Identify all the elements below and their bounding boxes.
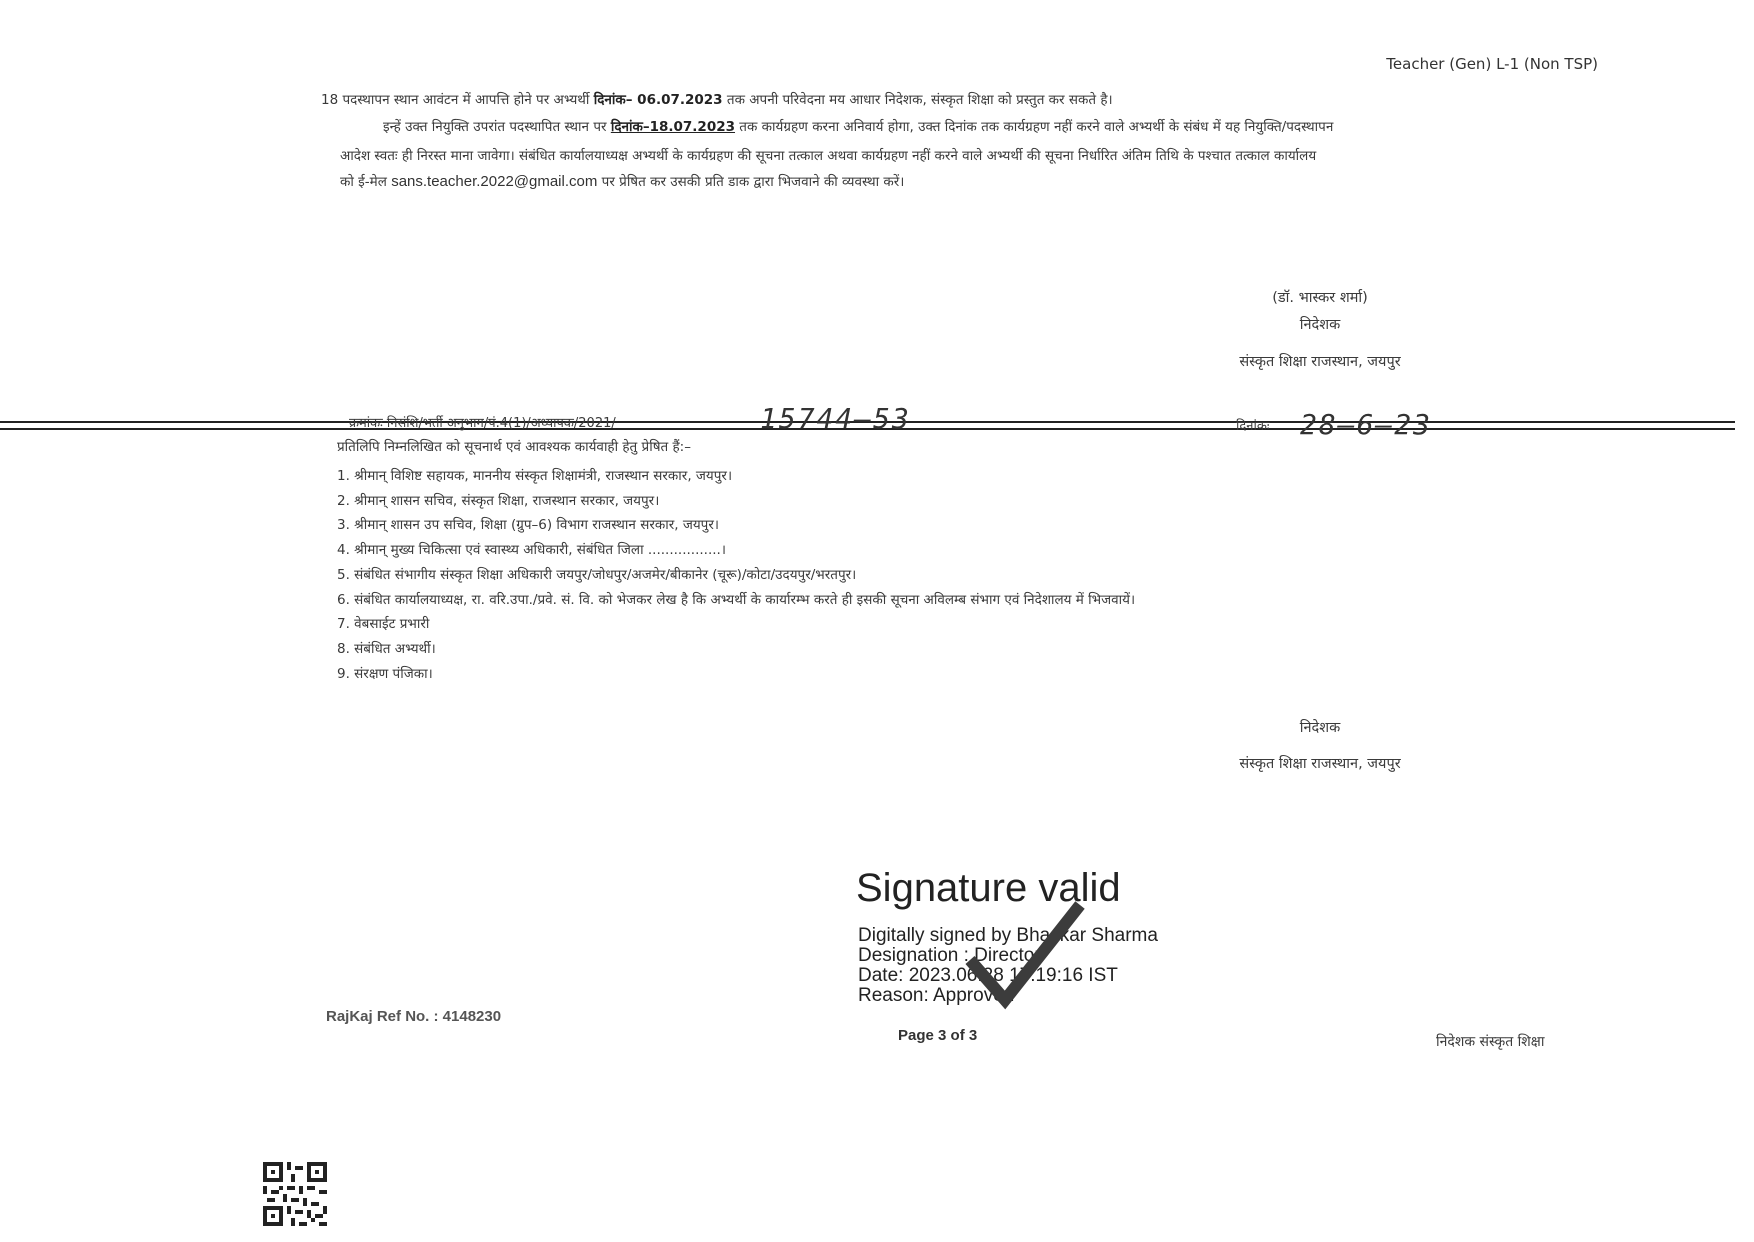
signature-valid-title: Signature valid <box>856 866 1121 910</box>
objection-deadline-date: दिनांक– 06.07.2023 <box>593 92 723 108</box>
para-line2-post: तक कार्यग्रहण करना अनिवार्य होगा, उक्त दिनांक तक कार्यग्रहण नहीं करने वाले अभ्यर्थी के संबंध में यह नियुक्ति/पदस्थापन <box>735 119 1334 135</box>
copy-intro: प्रतिलिपि निम्नलिखित को सूचनार्थ एवं आवश्यक कार्यवाही हेतु प्रेषित हैं:– <box>337 439 691 455</box>
copy-list-item: 2. श्रीमान् शासन सचिव, संस्कृत शिक्षा, राजस्थान सरकार, जयपुर। <box>337 492 660 509</box>
signed-by: Digitally signed by Bhaskar Sharma <box>858 925 1158 946</box>
document-category-label: Teacher (Gen) L-1 (Non TSP) <box>1386 55 1598 73</box>
copy-list <box>337 464 1135 686</box>
para-line4-pre: को ई-मेल <box>340 174 392 190</box>
copy-list-item: 6. संबंधित कार्यालयाध्यक्ष, रा. वरि.उपा./प्रवे. सं. वि. को भेजकर लेख है कि अभ्यर्थी के कार्यारम्भ करते ही इसकी सूचना अविलम्ब संभाग एवं निदेशालय में भिजवायें। <box>337 591 1136 608</box>
dispatch-date-handwritten: 28–6–23 <box>1300 408 1433 441</box>
footer-office: निदेशक संस्कृत शिक्षा <box>1436 1034 1545 1050</box>
copy-list-item: 4. श्रीमान् मुख्य चिकित्सा एवं स्वास्थ्य अधिकारी, संबंधित जिला .................। <box>337 542 726 559</box>
copy-list-item: 9. संरक्षण पंजिका। <box>337 665 433 682</box>
copy-list-item: 7. वेबसाईट प्रभारी <box>337 616 430 633</box>
dispatch-number-label: क्रमांकः निसंशि/भर्ती अनुभाग/पं.4(1)/अध्यापक/2021/ <box>349 416 616 431</box>
para-line1-post: तक अपनी परिवेदना मय आधार निदेशक, संस्कृत शिक्षा को प्रस्तुत कर सकते है। <box>722 92 1113 108</box>
email-address: sans.teacher.2022@gmail.com <box>391 173 598 190</box>
signatory2-office: संस्कृत शिक्षा राजस्थान, जयपुर <box>1239 756 1401 772</box>
para-line4-post: पर प्रेषित कर उसकी प्रति डाक द्वारा भिजवाने की व्यवस्था करें। <box>597 174 905 190</box>
dispatch-number-handwritten: 15744–53 <box>760 402 911 435</box>
paragraph-line-3: आदेश स्वतः ही निरस्त माना जावेगा। संबंधित कार्यालयाध्यक्ष अभ्यर्थी के कार्यग्रहण की सूचना तत्काल अथवा कार्यग्रहण नहीं करने वाले अभ्यर्थी की सूचना निर्धारित अंतिम तिथि के पश्चात तत्काल कार्यालय <box>340 148 1317 164</box>
rajkaj-reference: RajKaj Ref No. : 4148230 <box>326 1008 502 1025</box>
para-line2-pre: इन्हें उक्त नियुक्ति उपरांत पदस्थापित स्थान पर <box>383 119 611 135</box>
dispatch-date-label: दिनांकः <box>1236 419 1270 434</box>
page-number: Page 3 of 3 <box>898 1027 978 1044</box>
copy-list-item: 1. श्रीमान् विशिष्ट सहायक, माननीय संस्कृत शिक्षामंत्री, राजस्थान सरकार, जयपुर। <box>337 468 733 484</box>
qr-code-icon <box>263 1162 327 1226</box>
paragraph-line-2 <box>383 117 1333 135</box>
signer-designation: Designation : Director <box>858 945 1041 966</box>
signatory-title: निदेशक <box>1299 317 1341 333</box>
copy-list-item: 8. संबंधित अभ्यर्थी। <box>337 640 436 657</box>
signatory-name: (डॉ. भास्कर शर्मा) <box>1272 290 1368 306</box>
paragraph-line-4 <box>340 172 904 190</box>
signatory-office: संस्कृत शिक्षा राजस्थान, जयपुर <box>1239 354 1401 370</box>
copy-list-item: 3. श्रीमान् शासन उप सचिव, शिक्षा (ग्रुप–6) विभाग राजस्थान सरकार, जयपुर। <box>337 517 719 534</box>
signing-reason: Reason: Approved <box>858 985 1015 1006</box>
signatory2-title: निदेशक <box>1299 720 1341 736</box>
para-line1-pre: 18 पदस्थापन स्थान आवंटन में आपत्ति होने पर अभ्यर्थी <box>321 92 594 108</box>
copy-list-item: 5. संबंधित संभागीय संस्कृत शिक्षा अधिकारी जयपुर/जोधपुर/अजमेर/बीकानेर (चूरू)/कोटा/उदयपुर/भरतपुर। <box>337 566 857 583</box>
paragraph-line-1 <box>321 90 1113 108</box>
signing-date: Date: 2023.06.28 17:19:16 IST <box>858 965 1118 986</box>
joining-deadline-date: दिनांक–18.07.2023 <box>610 119 736 135</box>
checkmark-icon <box>960 890 1090 1020</box>
